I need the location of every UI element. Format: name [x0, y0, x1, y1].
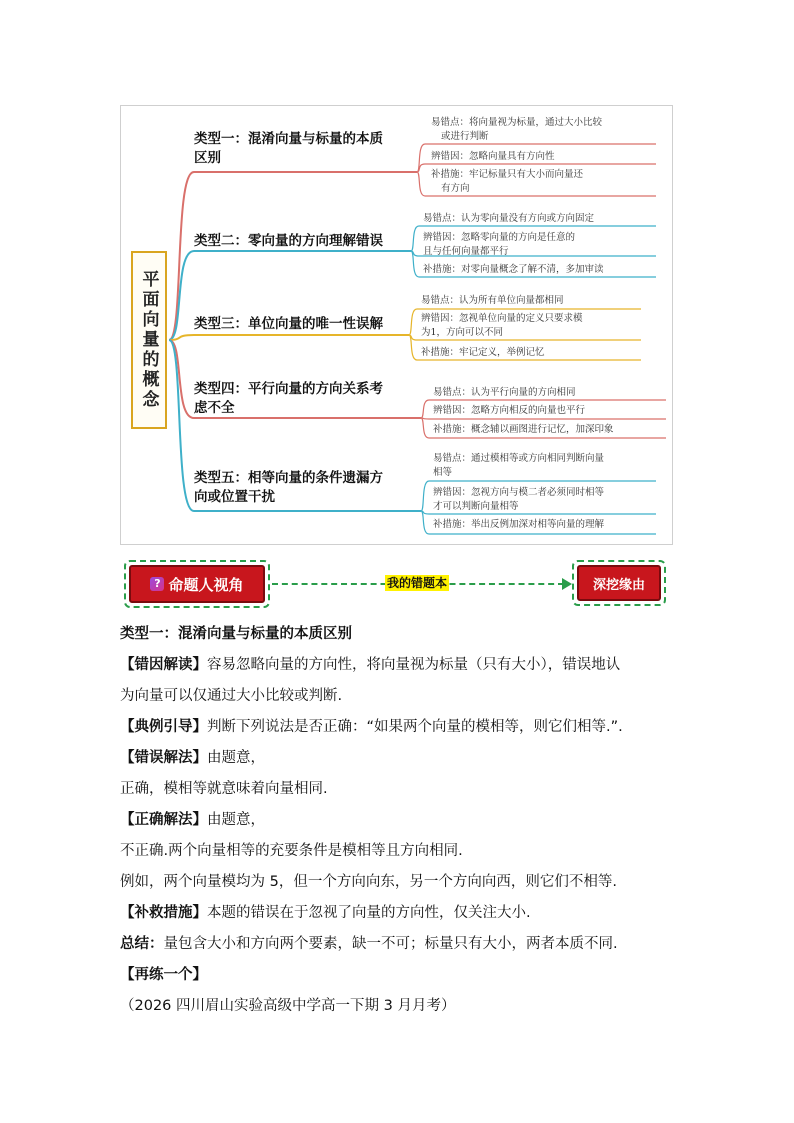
type-4-line1: 类型四：平行向量的方向关系考: [194, 381, 383, 397]
type-4-line2: 虑不全: [194, 400, 235, 416]
type-4-leaf-1: [433, 386, 576, 400]
leaf-text: 易错点：认为平行向量的方向相同: [433, 387, 576, 398]
example-guide: [120, 717, 623, 737]
type-3-leaf-3: [421, 346, 545, 360]
mind-map-type-2: [194, 232, 383, 251]
type-5-leaf-3: [433, 518, 604, 532]
type-2-leaf-2: [423, 231, 575, 259]
leaf-text: 补措施：牢记定义，举例记忆: [421, 347, 545, 358]
cause-analysis-line2: 为向量可以仅通过大小比较或判断.: [120, 688, 343, 704]
leaf-text: 辨错因：忽视单位向量的定义只要求模: [421, 313, 583, 324]
type-5-leaf-1: [433, 452, 604, 480]
leaf-text: 为1，方向可以不同: [421, 327, 504, 338]
leaf-text: 相等: [433, 467, 453, 478]
leaf-text: 辨错因：忽略方向相反的向量也平行: [433, 405, 586, 416]
practice-again: 【再练一个】: [120, 967, 207, 983]
wrong-solution: [120, 748, 265, 768]
dig-reason-label: 深挖缘由: [592, 577, 645, 593]
question-icon: ?: [150, 577, 164, 591]
type-3-line1: 类型三：单位向量的唯一性误解: [194, 316, 383, 332]
leaf-text: 补措施：概念辅以画图进行记忆，加深印象: [433, 424, 614, 435]
mind-map-type-3: [194, 315, 383, 334]
leaf-text: 有方向: [441, 183, 470, 194]
mind-map-root-label: 平面向量的概念: [138, 270, 159, 410]
leaf-text: 辨错因：忽略零向量的方向是任意的: [423, 232, 576, 243]
correct-solution-text: 由题意，: [207, 812, 265, 828]
type-5-leaf-2: [433, 486, 604, 514]
example-guide-text: 判断下列说法是否正确：“如果两个向量的模相等，则它们相等.”.: [207, 719, 623, 735]
type-2-leaf-1: [423, 212, 594, 226]
section-heading: 类型一：混淆向量与标量的本质区别: [120, 626, 352, 642]
type-1-line2: 区别: [194, 150, 221, 166]
correct-solution-line3: 例如，两个向量模均为 5，但一个方向向东，另一个方向向西，则它们不相等.: [120, 874, 617, 890]
leaf-text: 易错点：认为零向量没有方向或方向固定: [423, 213, 595, 224]
type-1-line1: 类型一：混淆向量与标量的本质: [194, 131, 383, 147]
mind-map: [120, 105, 673, 545]
cause-analysis-text: 容易忽略向量的方向性，将向量视为标量（只有大小），错误地认: [207, 657, 621, 673]
summary-text: 量包含大小和方向两个要素，缺一不可；标量只有大小，两者本质不同.: [163, 936, 618, 952]
leaf-text: 易错点：通过模相等或方向相同判断向量: [433, 453, 605, 464]
type-5-line2: 向或位置干扰: [194, 489, 275, 505]
leaf-text: 或进行判断: [441, 131, 489, 142]
leaf-text: 易错点：将向量视为标量，通过大小比较: [431, 117, 603, 128]
type-1-leaf-1: [431, 116, 602, 144]
mind-map-root: [131, 251, 167, 429]
correct-solution-line2: 不正确.两个向量相等的充要条件是模相等且方向相同.: [120, 843, 463, 859]
proposer-view-label: 命题人视角: [168, 575, 244, 594]
type-1-leaf-2: [431, 150, 555, 164]
leaf-text: 易错点：认为所有单位向量都相同: [421, 295, 564, 306]
error-book-label: 我的错题本: [387, 576, 448, 590]
leaf-text: 且与任何向量都平行: [423, 246, 509, 257]
cause-analysis-label: 【错因解读】: [120, 657, 207, 673]
arrow-head-icon: [562, 578, 572, 590]
branch-connector-3: [169, 335, 409, 340]
wrong-solution-label: 【错误解法】: [120, 750, 207, 766]
wrong-solution-line2: 正确，模相等就意味着向量相同.: [120, 781, 328, 797]
example-guide-label: 【典例引导】: [120, 719, 207, 735]
remedy-label: 【补救措施】: [120, 905, 207, 921]
leaf-text: 补措施：对零向量概念了解不清，多加审读: [423, 264, 604, 275]
type-3-leaf-1: [421, 294, 564, 308]
cause-analysis-line1: [120, 655, 620, 675]
dig-reason-button[interactable]: [572, 560, 666, 606]
wrong-solution-text: 由题意，: [207, 750, 265, 766]
leaf-text: 辨错因：忽略向量具有方向性: [431, 151, 555, 162]
leaf-connector-4-2: [421, 418, 666, 419]
type-2-leaf-3: [423, 263, 604, 277]
mind-map-type-5: [194, 469, 383, 507]
proposer-view-button[interactable]: [124, 560, 270, 608]
type-1-leaf-3: [431, 168, 583, 196]
mind-map-type-4: [194, 380, 383, 418]
leaf-text: 才可以判断向量相等: [433, 501, 519, 512]
leaf-text: 补措施：牢记标量只有大小而向量还: [431, 169, 584, 180]
exam-source: （2026 四川眉山实验高级中学高一下期 3 月月考）: [120, 998, 456, 1014]
type-4-leaf-3: [433, 423, 614, 437]
remedy: [120, 903, 531, 923]
correct-solution-label: 【正确解法】: [120, 812, 207, 828]
leaf-text: 辨错因：忽视方向与模二者必须同时相等: [433, 487, 605, 498]
type-2-line1: 类型二：零向量的方向理解错误: [194, 233, 383, 249]
summary-label: 总结：: [120, 936, 164, 952]
mind-map-type-1: [194, 130, 383, 168]
leaf-text: 补措施：举出反例加深对相等向量的理解: [433, 519, 605, 530]
type-4-leaf-2: [433, 404, 585, 418]
type-3-leaf-2: [421, 312, 583, 340]
remedy-text: 本题的错误在于忽视了向量的方向性，仅关注大小.: [207, 905, 531, 921]
correct-solution: [120, 810, 265, 830]
type-5-line1: 类型五：相等向量的条件遗漏方: [194, 470, 383, 486]
summary: [120, 934, 618, 954]
